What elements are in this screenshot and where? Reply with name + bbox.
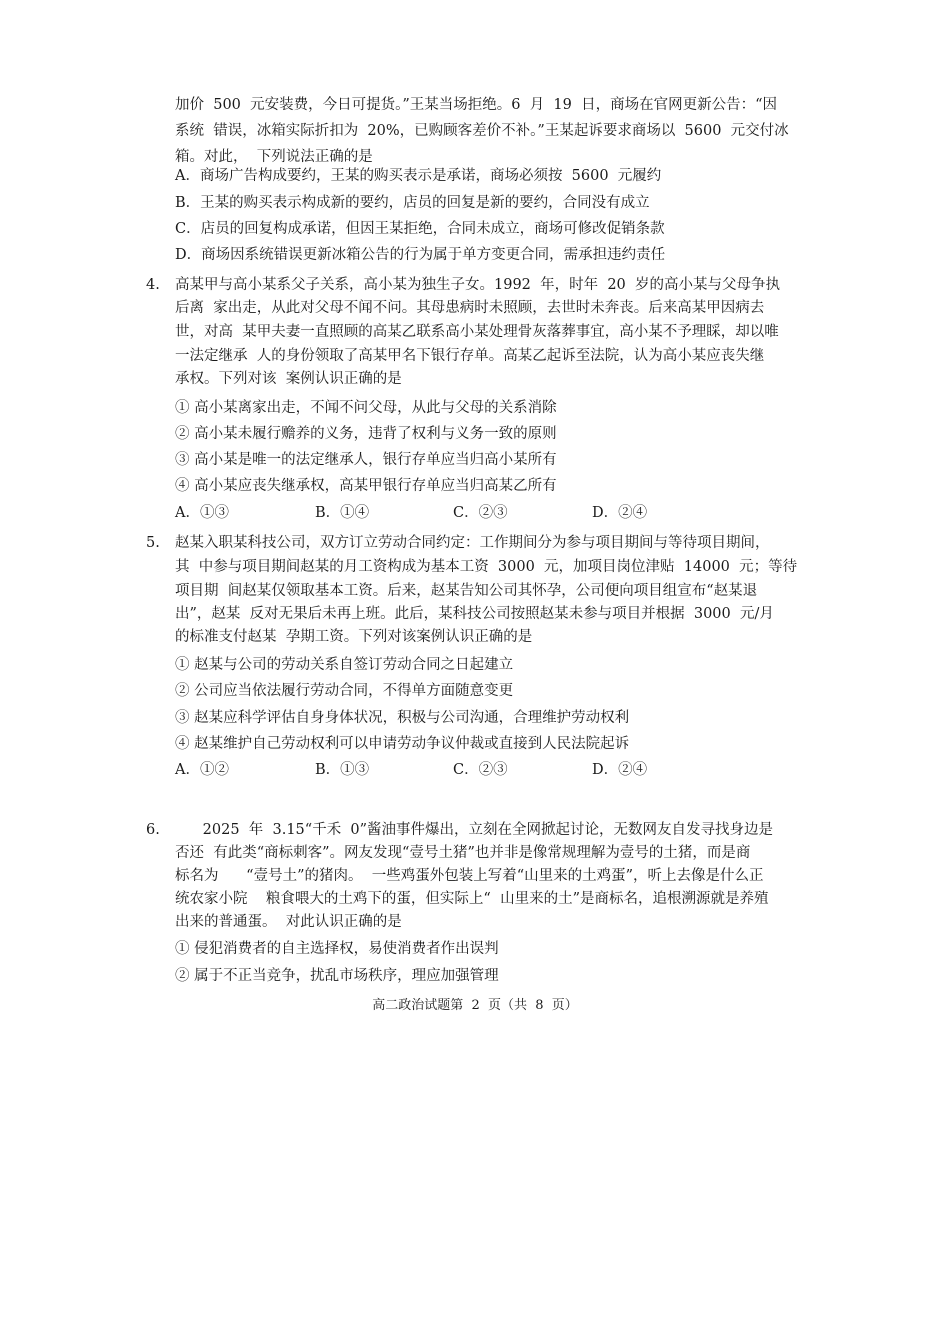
q4-stem-line: 承权。下列对该 案例认识正确的是 — [175, 371, 402, 387]
q6-stem-line: 2025 年 3.15“千禾 0”酱油事件爆出，立刻在全网掀起讨论，无数网友自发寻找身边是 — [175, 822, 774, 838]
q5-item-4: ④ 赵某维护自己劳动权利可以申请劳动争议仲裁或直接到人民法院起诉 — [175, 736, 630, 752]
q6-item-1: ① 侵犯消费者的自主选择权，易使消费者作出误判 — [175, 941, 499, 957]
q5-stem-line: 其 中参与项目期间赵某的月工资构成为基本工资 3000 元，加项目岗位津贴 14000 元；等待 — [175, 559, 798, 575]
q4-stem-line: 世，对高 某甲夫妻一直照顾的高某乙联系高小某处理骨灰落葬事宜，高小某不予理睬，却以唯 — [175, 324, 779, 340]
q4-number: 4. — [146, 277, 160, 293]
q3-stem-line: 系统 错误，冰箱实际折扣为 20%，已购顾客差价不补。”王某起诉要求商场以 5600 元交付冰 — [175, 123, 789, 139]
q6-number: 6. — [146, 822, 160, 838]
page-footer: 高二政治试题第 2 页（共 8 页） — [372, 998, 578, 1013]
q4-stem-line: 高某甲与高小某系父子关系，高小某为独生子女。1992 年，时年 20 岁的高小某与父母争执 — [175, 277, 781, 293]
q5-item-2: ② 公司应当依法履行劳动合同，不得单方面随意变更 — [175, 683, 514, 699]
q3-option-b: B．王某的购买表示构成新的要约，店员的回复是新的要约，合同没有成立 — [175, 195, 650, 211]
q6-stem-line: 否还 有此类“商标刺客”。网友发现“壹号土猪”也并非是像常规理解为壹号的土猪，而是商 — [175, 845, 751, 861]
q6-stem-line: 出来的普通蛋。 对此认识正确的是 — [175, 914, 402, 930]
q4-choice-b: B．①④ — [315, 505, 370, 521]
q4-choice-c: C．②③ — [453, 505, 508, 521]
q4-choice-a: A．①③ — [175, 505, 229, 521]
q3-option-c: C．店员的回复构成承诺，但因王某拒绝，合同未成立，商场可修改促销条款 — [175, 221, 665, 237]
q5-choice-c: C．②③ — [453, 762, 508, 778]
q4-item-2: ② 高小某未履行赡养的义务，违背了权利与义务一致的原则 — [175, 426, 557, 442]
q6-stem-line: 标名为 “壹号土”的猪肉。 一些鸡蛋外包装上写着“山里来的土鸡蛋”，听上去像是什么正 — [175, 868, 764, 884]
q6-stem-line: 统农家小院 粮食喂大的土鸡下的蛋，但实际上“ 山里来的土”是商标名，追根溯源就是养殖 — [175, 891, 769, 907]
q5-stem-line: 出”，赵某 反对无果后未再上班。此后，某科技公司按照赵某未参与项目并根据 3000 元/月 — [175, 606, 774, 622]
q5-choice-b: B．①③ — [315, 762, 370, 778]
q4-item-4: ④ 高小某应丧失继承权，高某甲银行存单应当归高某乙所有 — [175, 478, 557, 494]
q3-option-a: A．商场广告构成要约，王某的购买表示是承诺，商场必须按 5600 元履约 — [175, 168, 662, 184]
q4-choice-d: D．②④ — [592, 505, 648, 521]
q5-stem-line: 的标准支付赵某 孕期工资。下列对该案例认识正确的是 — [175, 629, 533, 645]
q5-item-1: ① 赵某与公司的劳动关系自签订劳动合同之日起建立 — [175, 657, 514, 673]
q3-stem-line: 加价 500 元安装费，今日可提货。”王某当场拒绝。6 月 19 日，商场在官网更新公告：“因 — [175, 97, 778, 113]
q5-choice-d: D．②④ — [592, 762, 648, 778]
q3-option-d: D．商场因系统错误更新冰箱公告的行为属于单方变更合同，需承担违约责任 — [175, 247, 666, 263]
q4-stem-line: 后离 家出走，从此对父母不闻不问。其母患病时未照顾，去世时未奔丧。后来高某甲因病去 — [175, 300, 765, 316]
q5-stem-line: 项目期 间赵某仅领取基本工资。后来，赵某告知公司其怀孕，公司便向项目组宣布“赵某退 — [175, 583, 758, 599]
q5-choice-a: A．①② — [175, 762, 229, 778]
q4-stem-line: 一法定继承 人的身份领取了高某甲名下银行存单。高某乙起诉至法院，认为高小某应丧失继 — [175, 348, 765, 364]
q4-item-1: ① 高小某离家出走，不闻不问父母，从此与父母的关系消除 — [175, 400, 557, 416]
q3-stem-line: 箱。对此， 下列说法正确的是 — [175, 149, 373, 165]
q4-item-3: ③ 高小某是唯一的法定继承人，银行存单应当归高小某所有 — [175, 452, 557, 468]
q5-item-3: ③ 赵某应科学评估自身身体状况，积极与公司沟通，合理维护劳动权利 — [175, 710, 630, 726]
q6-item-2: ② 属于不正当竞争，扰乱市场秩序，理应加强管理 — [175, 968, 499, 984]
q5-number: 5. — [146, 535, 160, 551]
q5-stem-line: 赵某入职某科技公司，双方订立劳动合同约定：工作期间分为参与项目期间与等待项目期间， — [175, 535, 770, 551]
